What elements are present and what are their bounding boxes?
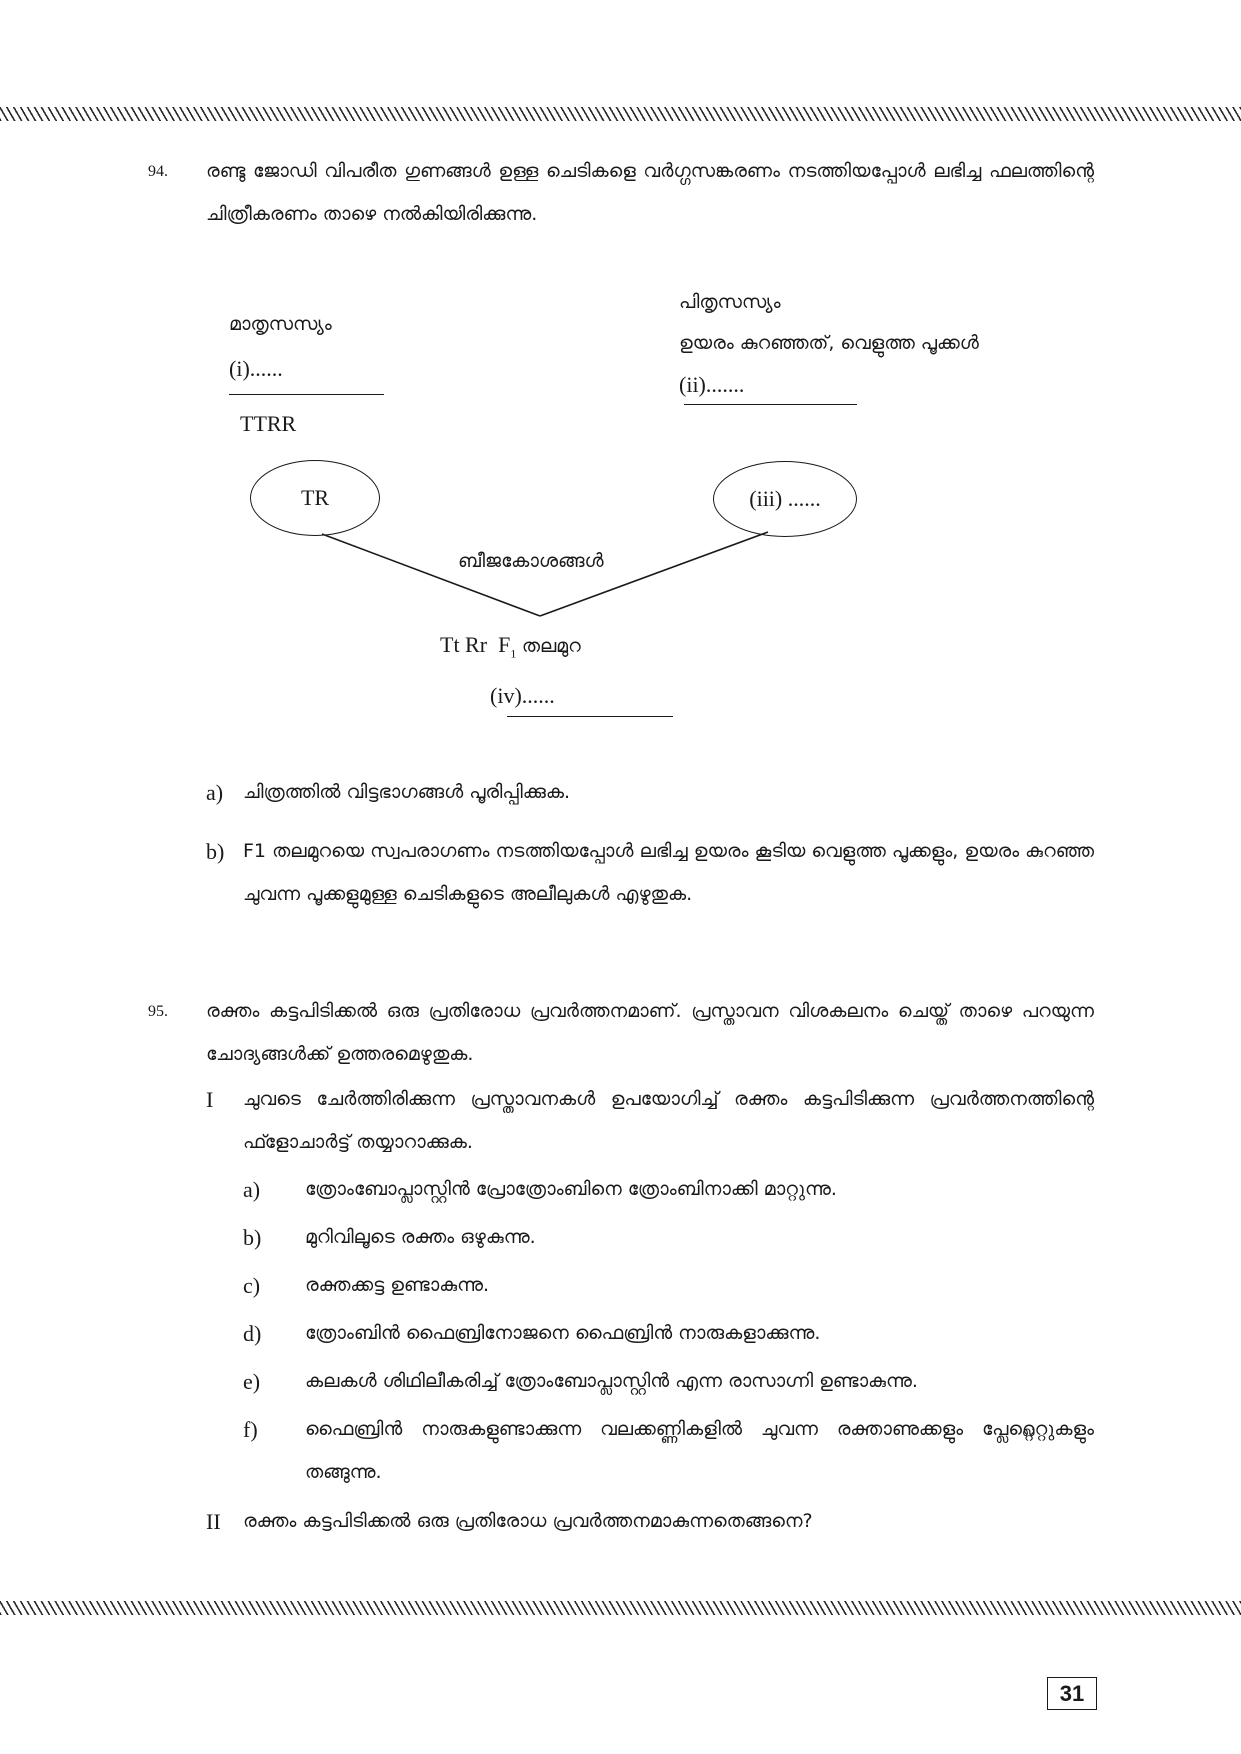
flow-item-b-label: b) [243,1225,262,1250]
father-plant-label: പിതൃസസ്യം [679,291,781,313]
f1-blank-underline [507,716,673,717]
question-95-text: രക്തം കട്ടപിടിക്കൽ ഒരു പ്രതിരോധ പ്രവർത്തനമാണ്. പ്രസ്താവന വിശകലനം ചെയ്ത് താഴെ പറയുന്ന ചോദ്യങ്ങൾക്ക് ഉത്തരമെഴുതുക. [206,1000,1094,1065]
mother-plant-blank: (i)...... [229,356,283,381]
flow-item-a-text: ത്രോംബോപ്ലാസ്റ്റിൻ പ്രോത്രോംബിനെ ത്രോംബിനാക്കി മാറ്റുന്നു. [305,1178,837,1200]
f1-blank: (iv)...... [490,683,555,708]
flow-item-f-text: ഫൈബ്രിൻ നാരുകളുണ്ടാക്കുന്ന വലക്കണ്ണികളിൽ ചുവന്ന രക്താണുക്കളും പ്ലേറ്റ്ലെറ്റുകളും തങ്ങുന്നു. [305,1418,1094,1483]
gamete-left-text: TR [300,485,330,510]
question-95-number: 95. [148,1003,168,1020]
gamete-ellipse-right [713,461,857,537]
flow-item-e-text: കലകൾ ശിഥിലീകരിച്ച് ത്രോംബോപ്ലാസ്റ്റിൻ എന്ന രാസാഗ്നി ഉണ്ടാകുന്നു. [305,1370,918,1392]
gamete-ellipse-left [250,460,380,536]
q94-part-a-text: ചിത്രത്തിൽ വിട്ടഭാഗങ്ങൾ പൂരിപ്പിക്കുക. [243,781,571,803]
flow-item-c-text: രക്തക്കട്ട ഉണ്ടാകുന്നു. [305,1274,490,1296]
father-plant-blank: (ii)....... [679,372,745,397]
flow-item-b-text: മുറിവിലൂടെ രക്തം ഒഴുകുന്നു. [305,1226,536,1248]
mother-plant-label: മാതൃസസ്യം [229,313,332,335]
flow-item-a-label: a) [243,1177,261,1202]
f1-generation-label [440,632,581,661]
cross-diagram-lines [0,0,1241,760]
f1-subscript: 1 [510,646,517,661]
question-94-text: രണ്ടു ജോഡി വിപരീത ഗുണങ്ങൾ ഉള്ള ചെടികളെ വർഗ്ഗസങ്കരണം നടത്തിയപ്പോൾ ലഭിച്ച ഫലത്തിന്റെ ചിത്രീകരണം താഴെ നൽകിയിരിക്കുന്നു. [206,160,1094,225]
bottom-hatched-border [0,1601,1241,1615]
left-cross-line [322,534,540,616]
flow-item-d-text: ത്രോംബിൻ ഫൈബ്രിനോജനെ ഫൈബ്രിൻ നാരുകളാക്കുന്നു. [305,1322,821,1344]
flow-item-f-label: f) [243,1417,258,1442]
q95-part-2-text: രക്തം കട്ടപിടിക്കൽ ഒരു പ്രതിരോധ പ്രവർത്തനമാകുന്നതെങ്ങനെ? [243,1510,813,1532]
f1-genotype: Tt Rr [440,632,488,657]
page-number: 31 [1047,1677,1097,1710]
q94-part-b-text: F1 തലമുറയെ സ്വപരാഗണം നടത്തിയപ്പോൾ ലഭിച്ച ഉയരം കൂടിയ വെളുത്ത പൂക്കളും, ഉയരം കുറഞ്ഞ ചുവന്ന പൂക്കളുമുള്ള ചെടികളുടെ അലീലുകൾ എഴുതുക. [243,840,1094,905]
gamete-right-text: (iii) ...... [749,486,821,511]
q95-part-2-label: II [206,1509,221,1534]
q94-part-a-label: a) [206,780,224,805]
flow-item-c-label: c) [243,1273,261,1298]
gametes-label: ബീജകോശങ്ങൾ [458,550,604,572]
q94-part-b-label: b) [206,839,225,864]
flow-item-e-label: e) [243,1369,261,1394]
mother-blank-underline [229,394,384,395]
mother-genotype: TTRR [240,411,297,436]
question-94-number: 94. [148,163,168,180]
q95-part-1-label: I [206,1087,214,1112]
q95-part-1-text: ചുവടെ ചേർത്തിരിക്കുന്ന പ്രസ്താവനകൾ ഉപയോഗിച്ച് രക്തം കട്ടപിടിക്കുന്ന പ്രവർത്തനത്തിന്റെ ഫ്ളോചാർട്ട് തയ്യാറാക്കുക. [243,1088,1094,1153]
f1-letter: F [498,632,511,657]
f1-word: തലമുറ [521,635,581,657]
father-blank-underline [684,404,857,405]
right-cross-line [540,532,768,616]
father-plant-description: ഉയരം കുറഞ്ഞത്, വെളുത്ത പൂക്കൾ [679,332,979,354]
flow-item-d-label: d) [243,1321,262,1346]
